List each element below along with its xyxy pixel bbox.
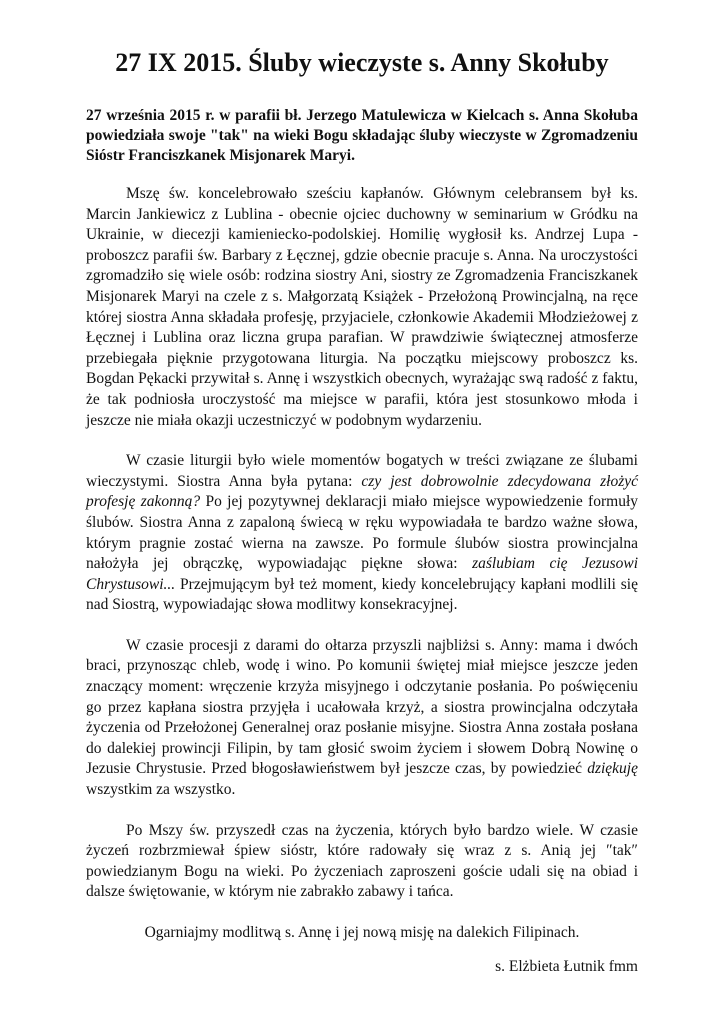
paragraph-liturgy-text-3: Przejmującym był też moment, kiedy koncelebrujący kapłani modlili się nad Siostrą, wypowiadając słowa modlitwy konsekracyjnej.: [86, 575, 638, 614]
paragraph-procession-text-1: W czasie procesji z darami do ołtarza przyszli najbliżsi s. Anny: mama i dwóch braci, przynosząc chleb, wodę i wino. Po komunii świętej miał miejsce jeszcze jeden znaczący moment: wręczenie krzyża misyjnego i odczytanie posłania. Po poświęceniu go przez kapłana siostra przyjęła i ucałowała krzyż, a siostra prowincjalna odczytała życzenia od Przełożonej Generalnej oraz posłanie misyjne. Siostra Anna została posłana do dalekiej prowincji Filipin, by tam głosić swoim życiem i słowem Dobrą Nowinę o Jezusie Chrystusie. Przed błogosławieństwem był jeszcze czas, by powiedzieć: [86, 636, 638, 778]
lead-paragraph: 27 września 2015 r. w parafii bł. Jerzego Matulewicza w Kielcach s. Anna Skołuba powiedziała swoje "tak" na wieki Bogu składając śluby wieczyste w Zgromadzeniu Sióstr Franciszkanek Misjonarek Maryi.: [86, 107, 638, 164]
paragraph-wishes: Po Mszy św. przyszedł czas na życzenia, których było bardzo wiele. W czasie życzeń rozbrzmiewał śpiew sióstr, które radowały się wraz z s. Anią jej ″tak″ powiedzianym Bogu na wieki. Po życzeniach zaproszeni goście udali się na obiad i dalsze świętowanie, w którym nie zabrakło zabawy i tańca.: [86, 821, 638, 901]
paragraph-procession: [86, 636, 638, 801]
paragraph-liturgy-text-2: Po jej pozytywnej deklaracji miało miejsce wypowiedzenie formuły ślubów. Siostra Anna z zapaloną świecą w ręku wypowiadała te bardzo ważne słowa, którym pragnie zostać wierna na zawsze. Po formule ślubów siostra prowincjalna nałożyła jej obrączkę, wypowiadając piękne słowa:: [86, 493, 638, 573]
paragraph-procession-text-2: wszystkim za wszystko.: [86, 781, 236, 799]
author-signature: s. Elżbieta Łutnik fmm: [495, 958, 638, 975]
quote-question: czy jest dobrowolnie zdecydowana złożyć profesję zakonną?: [86, 472, 638, 511]
quote-thanks: dziękuję: [587, 760, 638, 778]
quote-espousal: zaślubiam cię Jezusowi Chrystusowi...: [86, 555, 638, 593]
paragraph-liturgy-text-1: W czasie liturgii było wiele momentów bogatych w treści związane ze ślubami wieczystymi. Siostra Anna była pytana:: [86, 452, 638, 490]
paragraph-liturgy: [86, 451, 638, 616]
article-title: 27 IX 2015. Śluby wieczyste s. Anny Skołuby: [115, 48, 609, 77]
paragraph-mass: Mszę św. koncelebrowało sześciu kapłanów. Głównym celebransem był ks. Marcin Jankiewicz z Lublina - obecnie ojciec duchowny w seminarium w Gródku na Ukrainie, w diecezji kamieniecko-podolskiej. Homilię wygłosił ks. Andrzej Lupa - proboszcz parafii św. Barbary z Łęcznej, gdzie obecnie pracuje s. Anna. Na uroczystości zgromadziło się wiele osób: rodzina siostry Ani, siostry ze Zgromadzenia Franciszkanek Misjonarek Maryi na czele z s. Małgorzatą Książek - Przełożoną Prowincjalną, na ręce której siostra Anna składała profesję, przyjaciele, członkowie Akademii Młodzieżowej z Łęcznej i Lublina oraz liczna grupa parafian. W prawdziwie świątecznej atmosferze przebiegała pięknie przygotowana liturgia. Na początku miejscowy proboszcz ks. Bogdan Pękacki przywitał s. Annę i wszystkich obecnych, wyrażając swą radość z faktu, że tak podniosła uroczystość ma miejsce w parafii, która jest stosunkowo młoda i jeszcze nie miała okazji uczestniczyć w podobnym wydarzeniu.: [86, 185, 638, 429]
closing-line: Ogarniajmy modlitwą s. Annę i jej nową misję na dalekich Filipinach.: [144, 924, 580, 941]
